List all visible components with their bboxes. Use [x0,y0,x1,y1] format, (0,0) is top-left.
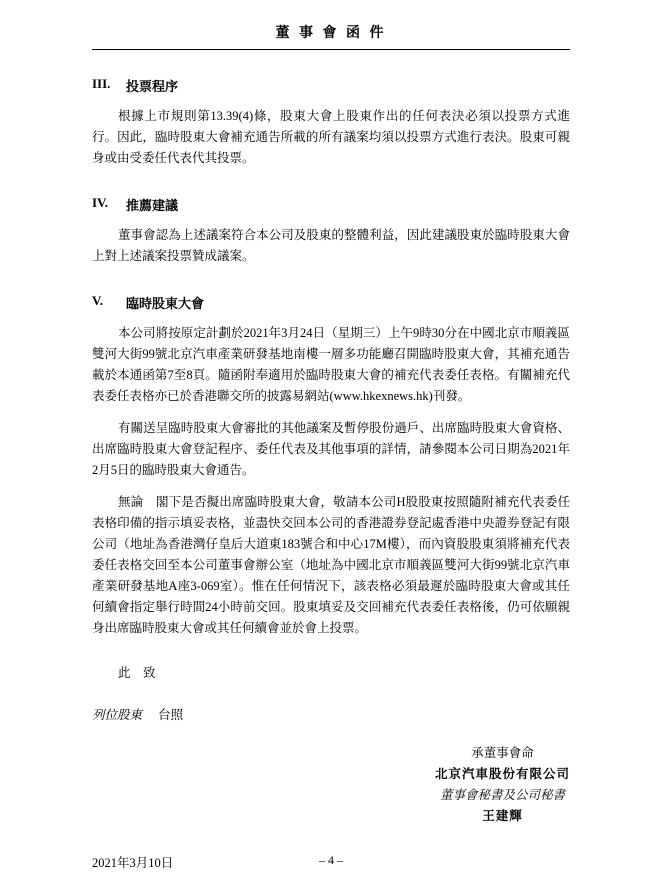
salutation-addressee: 列位股東 [92,708,143,722]
by-order-of-board: 承董事會命 [471,746,534,760]
paragraph: 根據上市規則第13.39(4)條，股東大會上股東作出的任何表決必須以投票方式進行。因此，臨時股東大會補充通告所載的所有議案均須以投票方式進行表決。股東可親身或由受委任代表代其投票。 [92,109,570,165]
salutation [92,705,570,723]
closing-zhi: 此 致 [118,666,156,680]
section-voting-procedure [92,76,570,169]
page-number: – 4 – [319,853,343,867]
section-heading [92,195,570,214]
document-header [92,22,570,50]
section-number: V. [92,293,103,308]
section-title: 投票程序 [126,79,179,94]
document-title: 董 事 會 函 件 [275,26,387,41]
section-title: 推薦建議 [126,198,179,213]
section-title: 臨時股東大會 [126,296,205,311]
header-rule [92,49,570,50]
section-recommendation [92,195,570,267]
section-number: III. [92,76,111,91]
paragraph: 無論 閣下是否擬出席臨時股東大會，敬請本公司H股股東按照隨附補充代表委任表格印備的指示填妥表格，並盡快交回本公司的香港證券登記處香港中央證券登記有限公司（地址為香港灣仔皇后大道東183號合和中心17M樓），而內資股股東須將補充代表委任表格交回至本公司董事會辦公室（地址為中國北京市順義區雙河大街99號北京汽車產業研發基地A座3-069室）。惟在任何情況下，該表格必須最遲於臨時股東大會或其任何續會指定舉行時間24小時前交回。股東填妥及交回補充代表委任表格後，仍可依願親身出席臨時股東大會或其任何續會並於會上投票。 [92,495,570,635]
company-name: 北京汽車股份有限公司 [434,767,570,781]
paragraph: 董事會認為上述議案符合本公司及股東的整體利益，因此建議股東於臨時股東大會上對上述議案投票贊成議案。 [92,228,570,263]
section-number: IV. [92,195,109,210]
paragraph: 本公司將按原定計劃於2021年3月24日（星期三）上午9時30分在中國北京市順義區雙河大街99號北京汽車產業研發基地南樓一層多功能廳召開臨時股東大會，其補充通告載於本通函第7至8頁。隨函附奉適用於臨時股東大會的補充代表委任表格。有關補充代表委任表格亦已於香港聯交所的披露易網站(www.hkexnews.hk)刊發。 [92,326,570,403]
section-heading [92,76,570,95]
salutation-suffix: 台照 [158,708,184,722]
paragraph: 有關送呈臨時股東大會審批的其他議案及暫停股份過戶、出席臨時股東大會資格、出席臨時股東大會登記程序、委任代表及其他事項的詳情，請參閱本公司日期為2021年2月5日的臨時股東大會通告。 [92,421,570,477]
signer-title: 董事會秘書及公司秘書 [439,788,565,802]
section-egm [92,293,570,639]
signature-block [435,743,570,827]
section-heading [92,293,570,312]
document-date: 2021年3月10日 [92,856,174,870]
signer-name: 王建輝 [482,809,523,823]
